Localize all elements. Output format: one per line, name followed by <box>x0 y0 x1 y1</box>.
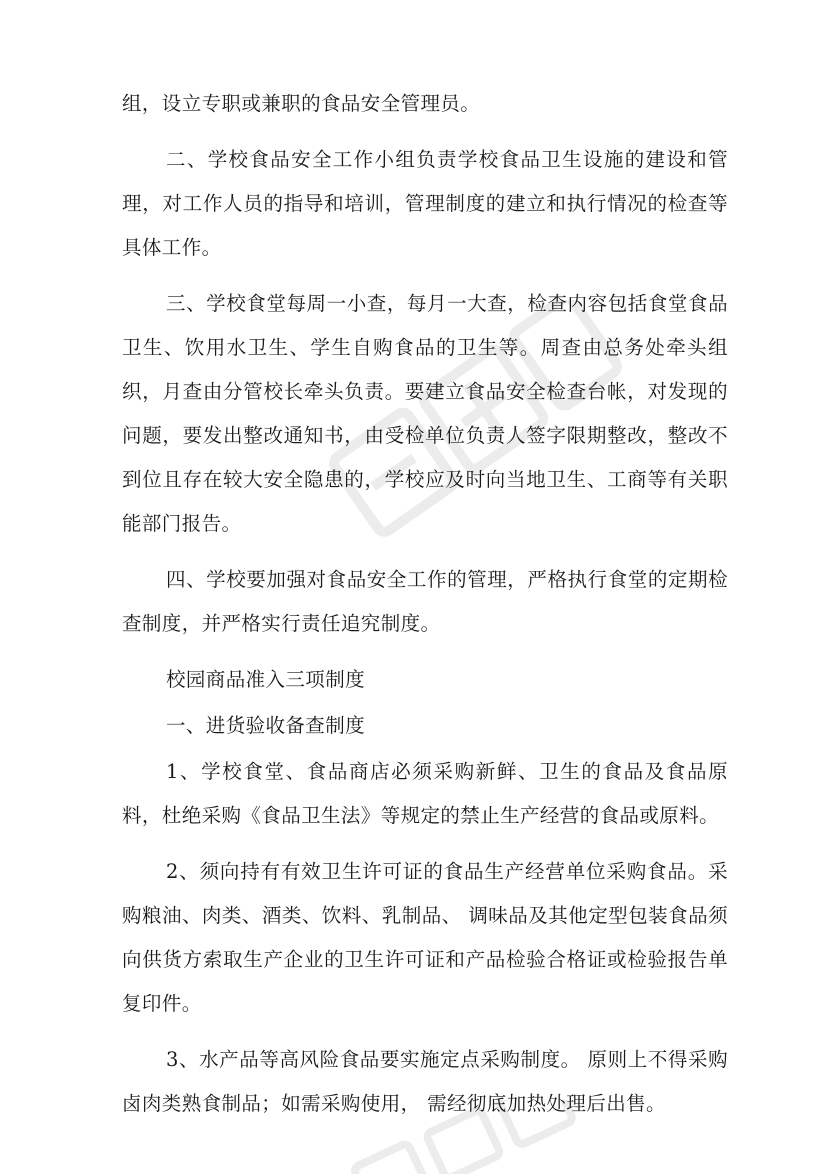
text-line: 组织，月查由分管校长牵头负责。要建立食品安全检查台帐，对发 <box>122 336 728 403</box>
paragraph-rule-one <box>122 750 728 838</box>
text-line: 等有关职能部门报告。 <box>122 468 728 535</box>
text-line: 理，对工作人员的指导和培训，管理制度的建立和执行情况的检查 <box>122 192 709 215</box>
text-line: 购卤肉类熟食制品；如需采购使用， 需经彻底加热处理后出售。 <box>122 1048 728 1115</box>
paragraph-staffing <box>122 82 728 126</box>
paragraph-item-three <box>122 282 728 546</box>
text-line: 等具体工作。 <box>122 192 728 259</box>
text-line: 检查制度，并严格实行责任追究制度。 <box>122 568 728 635</box>
document-body <box>122 82 728 1138</box>
text-line: 报告单复印件。 <box>122 948 728 1015</box>
text-line: 1、学校食堂、食品商店必须采购新鲜、卫生的食品及食品原 <box>166 760 728 783</box>
paragraph-item-two <box>122 138 728 270</box>
text-line: 料，杜绝采购《食品卫生法》等规定的禁止生产经营的食品或原料。 <box>122 804 720 827</box>
section-title-admission <box>122 658 728 702</box>
text-line: 四、学校要加强对食品安全工作的管理，严格执行食堂的定期 <box>166 568 709 591</box>
text-line: 校园商品准入三项制度 <box>166 668 366 691</box>
text-line: 品卫生、饮用水卫生、学生自购食品的卫生等。周查由总务处牵头 <box>122 292 728 359</box>
text-line: 二、学校食品安全工作小组负责学校食品卫生设施的建设和管 <box>166 148 728 171</box>
text-line: 采购粮油、肉类、酒类、饮料、乳制品、 调味品及其他定型包装食 <box>122 860 728 927</box>
text-line: 整改不到位且存在较大安全隐患的，学校应及时向当地卫生、工商 <box>122 424 728 491</box>
text-line: 三、学校食堂每周一小查，每月一大查，检查内容包括食堂食 <box>166 292 709 315</box>
text-line: 2、须向持有有效卫生许可证的食品生产经营单位采购食品。 <box>166 860 709 883</box>
paragraph-rule-three <box>122 1038 728 1126</box>
text-line: 品须向供货方索取生产企业的卫生许可证和产品检验合格证或检验 <box>122 904 728 971</box>
text-line: 组，设立专职或兼职的食品安全管理员。 <box>122 92 481 115</box>
text-line: 现的问题，要发出整改通知书，由受检单位负责人签字限期整改， <box>122 380 728 447</box>
text-line: 一、进货验收备查制度 <box>166 714 366 737</box>
paragraph-rule-two <box>122 850 728 1026</box>
subsection-title-inspection <box>122 704 728 748</box>
paragraph-item-four <box>122 558 728 646</box>
text-line: 3、水产品等高风险食品要实施定点采购制度。 原则上不得采 <box>166 1048 709 1071</box>
